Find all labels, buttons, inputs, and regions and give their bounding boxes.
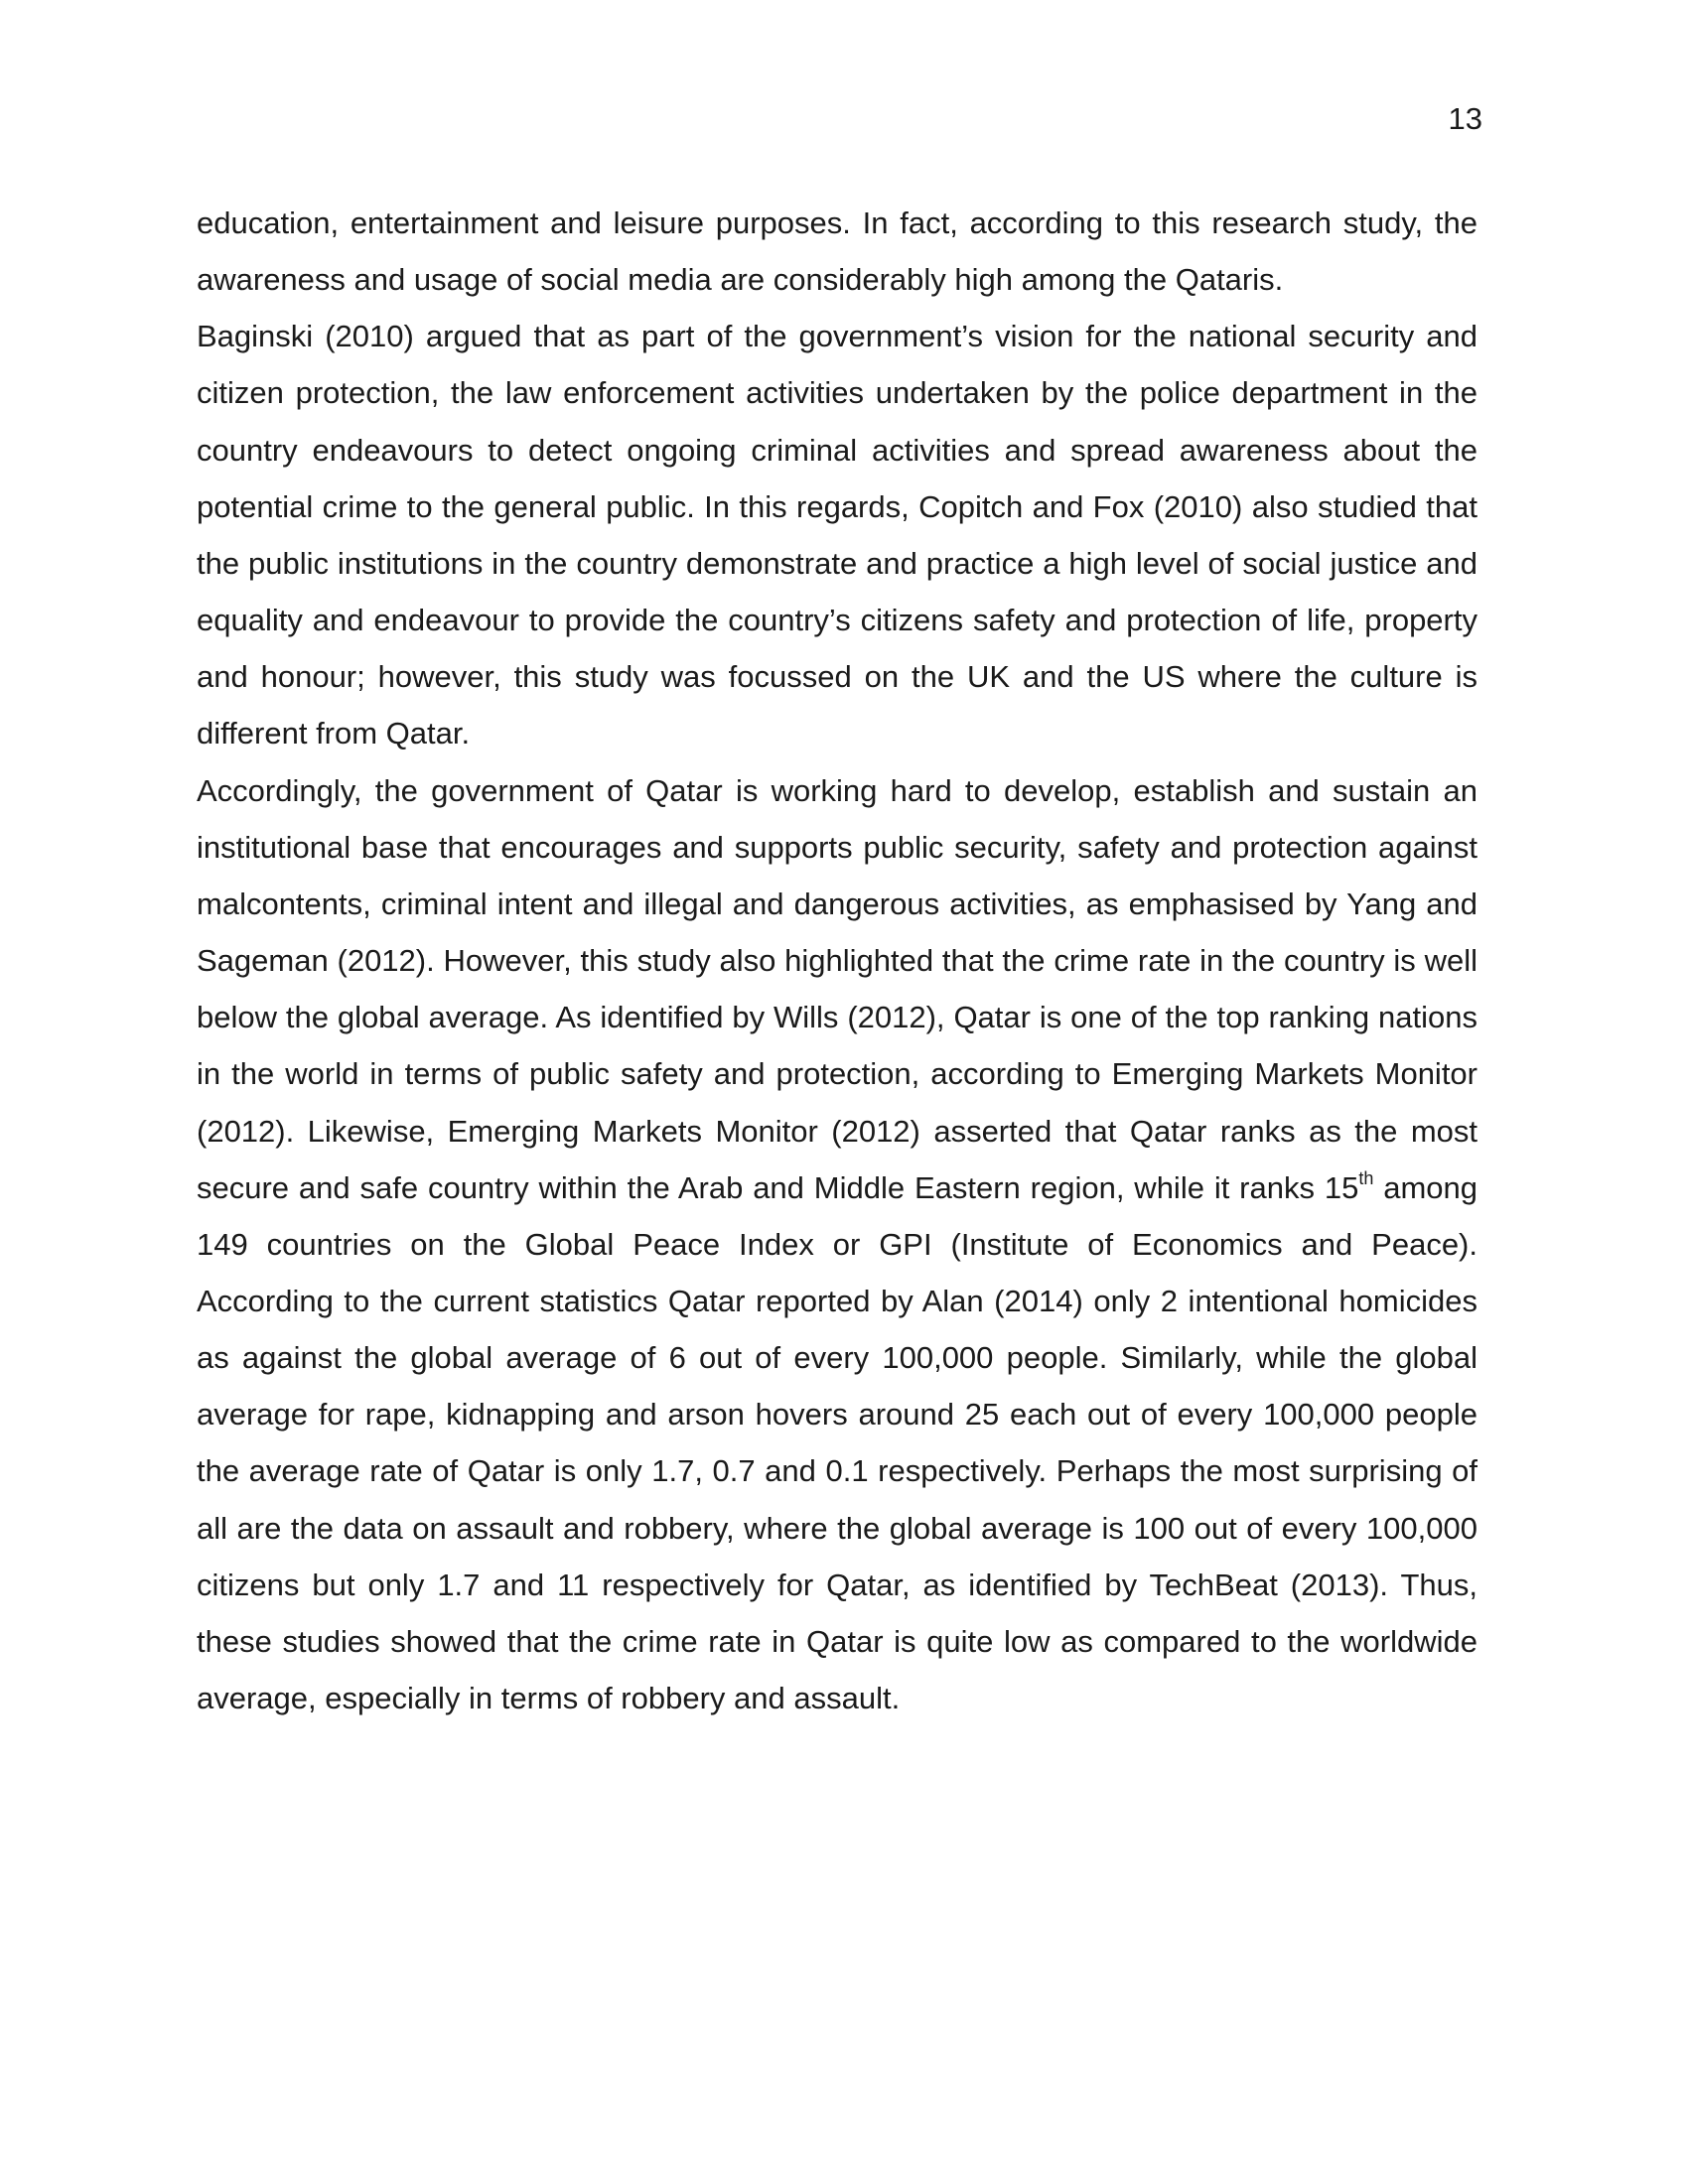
paragraph-baginski: Baginski (2010) argued that as part of the government’s vision for the national security and citizen protection, the law enforcement activities undertaken by the police department in the country endeavours to detect ongoing criminal activities and spread awareness about the potential crime to the general public. In this regards, Copitch and Fox (2010) also studied that the public institutions in the country demonstrate and practice a high level of social justice and equality and endeavour to provide the country’s citizens safety and protection of life, property and honour; however, this study was focussed on the UK and the US where the culture is different from Qatar.: [197, 319, 1477, 751]
paragraph-text-before-superscript: Accordingly, the government of Qatar is working hard to develop, establish and sustain an institutional base that encourages and supports public security, safety and protection against malcontents, criminal intent and illegal and dangerous activities, as emphasised by Yang and Sageman (2012). However, this study also highlighted that the crime rate in the country is well below the global average. As identified by Wills (2012), Qatar is one of the top ranking nations in the world in terms of public safety and protection, according to Emerging Markets Monitor (2012). Likewise, Emerging Markets Monitor (2012) asserted that Qatar ranks as the most secure and safe country within the Arab and Middle Eastern region, while it ranks 15: [197, 772, 1477, 1205]
page-number: 13: [1448, 101, 1482, 136]
paragraph-qatar-crime-rate: [197, 762, 1477, 1727]
paragraph-social-media: education, entertainment and leisure purposes. In fact, according to this research study, the awareness and usage of social media are considerably high among the Qataris.: [197, 205, 1477, 298]
ordinal-superscript: th: [1358, 1167, 1374, 1188]
body-text: [197, 195, 1477, 1726]
paragraph-text-after-superscript: among 149 countries on the Global Peace Index or GPI (Institute of Economics and Peace). According to the current statistics Qatar reported by Alan (2014) only 2 intentional homicides as against the global average of 6 out of every 100,000 people. Similarly, while the global average for rape, kidnapping and arson hovers around 25 each out of every 100,000 people the average rate of Qatar is only 1.7, 0.7 and 0.1 respectively. Perhaps the most surprising of all are the data on assault and robbery, where the global average is 100 out of every 100,000 citizens but only 1.7 and 11 respectively for Qatar, as identified by TechBeat (2013). Thus, these studies showed that the crime rate in Qatar is quite low as compared to the worldwide average, especially in terms of robbery and assault.: [197, 1169, 1477, 1716]
